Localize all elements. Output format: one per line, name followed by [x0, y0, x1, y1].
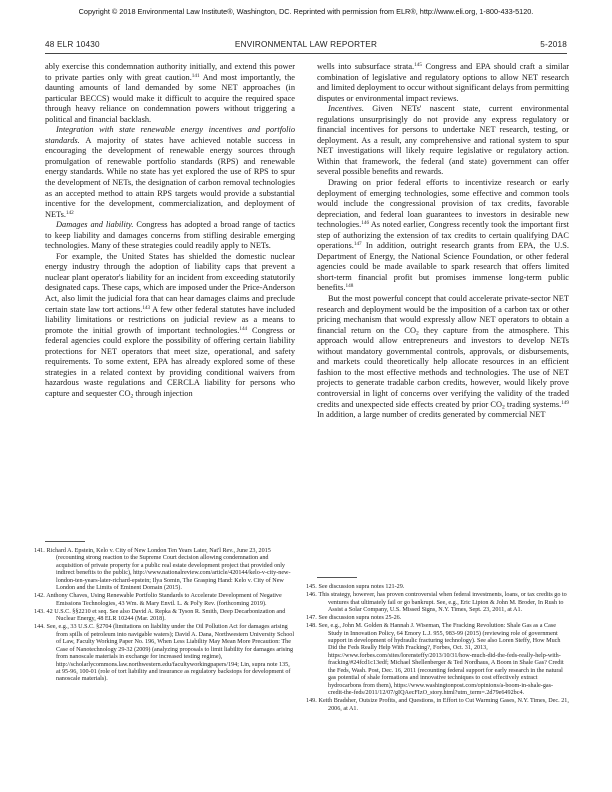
footnote: 143. 42 U.S.C. §§2210 et seq. See also David A. Repka & Tyson R. Smith, Deep Decarbonization and Nuclear Energy, 48 ELR 10244 (Mar. 2018). [34, 608, 286, 623]
right-text-column [317, 62, 569, 421]
footnote: 142. Anthony Chaves, Using Renewable Portfolio Standards to Accelerate Development of Negative Emissions Technologies, 43 Wm. & Mary Envtl. L. & Pol'y Rev. (forthcoming 2019). [34, 593, 282, 607]
footnote: 149. Keith Bradsher, Outsize Profits, and Questions, in Effort to Cut Warming Gases, N.Y. Times, Dec. 21, 2006, at A1. [306, 698, 569, 712]
footnote: 145. See discussion supra notes 121-29. [306, 584, 405, 590]
section-lead-in: Damages and liability. [56, 220, 134, 230]
footnotes-left [34, 548, 295, 685]
left-text-column [45, 62, 295, 400]
footnote: 144. See, e.g., 33 U.S.C. §2704 (limitations on liability under the Oil Pollution Act for damages arising from spills of petroleum into navigable waters); David A. Dana, Northwestern University School of Law, Faculty Working Paper No. 196, When Less Liability May Mean More Precaution: The Case of Nanotechnology 29-32 (2009) (analyzing proposals to limit liability for damages arising from nanoscale materials in exchange for increased testing regime), http://scholarlycommons.law.northwestern.edu/facultyworkingpapers/194; Lin, supra note 135, at 95-96, 100-01 (role of tort liability and insurance as regulatory backstops for development of nanoscale materials). [34, 624, 295, 683]
section-lead-in: Incentives. [328, 104, 364, 114]
header-issue-date: 5-2018 [540, 40, 567, 49]
paragraph: Integration with state renewable energy incentives and portfolio standards. A majority of states have achieved notable success in encouraging the development of renewable energy sources through promulgation of renewable portfolio standards (RPS) and renewable energy standards. While no state has yet explored the use of RPS to spur the development of NETs, the designation of carbon removal technologies as an accepted method to attain RPS targets would provide a substantial incentive for the development, commercialization, and deployment of NETs.$^{142}$ [45, 125, 295, 219]
footnote-rule-right [317, 577, 357, 578]
footnote: 146. This strategy, however, has proven controversial when federal investments, loans, or tax credits go to ventures that ultimately fail or go bankrupt. See, e.g., Eric Lipton & John M. Broder, In Rush to Assist a Solar Company, U.S. Missed Signs, N.Y. Times, Sept. 23, 2011, at A1. [306, 592, 567, 613]
footnote: 147. See discussion supra notes 25-26. [306, 615, 402, 621]
paragraph: Incentives. Given NETs' nascent state, current environmental regulations unsurprisingly do not provide any express regulatory or financial incentives for persons to undertake NET research, testing, or deployment. As a result, any comprehensive and rational system to spur NET investigations will likely require legislative or regulatory action. Within that framework, the federal (and state) government can offer several possible benefits and rewards. [317, 104, 569, 177]
paragraph: Drawing on prior federal efforts to incentivize research or early deployment of emerging technologies, some effective and common tools would include the congressional provision of tax credits, favorable depreciation, and federal loan guarantees to investors in desirable new technologies.$^{146}$ As noted earlier, Congress recently took the important first step of authorizing the extension of tax credits to certain qualifying DAC operations.$^{147}$ In addition, outright research grants from EPA, the U.S. Department of Energy, the National Science Foundation, or other federal agencies could be made available to spark research that offers limited short-term financial profit but promises immense long-term public benefits.$^{148}$ [317, 178, 569, 293]
running-header [45, 40, 567, 52]
paragraph: For example, the United States has shielded the domestic nuclear energy industry through the adoption of liability caps that prevent a nuclear plant operator's liability for an incident from exceeding statutorily designated caps. These caps, which are imposed under the Price-Anderson Act, also limit the judicial fora that can hear damages claims and preclude certain state law tort actions.$^{143}$ A few other federal statutes have included liability limitations or restrictions on judicial review as a means to promote the initial growth of important technologies.$^{144}$ Congress or federal agencies could explore the possibility of offering certain liability protections for NET operators that meet size, operational, and safety requirements. To some extent, EPA has already explored some of these strategies in a related context by providing conditional waivers from hazardous waste regulations and CERCLA liability for persons who capture and sequester $CO_2$ through injection [45, 251, 295, 400]
paragraph: But the most powerful concept that could accelerate private-sector NET research and deployment would be the imposition of a carbon tax or other pricing mechanism that would expressly allow NET operators to obtain a financial return on the $CO_2$ they capture from the atmosphere. This approach would allow entrepreneurs and investors to develop NETs without mandatory governmental controls, approvals, or disbursements, and markets could theoretically help allocate resources in an efficient fashion to the most effective methods and technologies. The use of NET projects to generate tradable carbon credits, however, would likely prove controversial in light of concerns over verifying the validity of the traded credits and unexpected side effects created by prior $CO_2$ trading systems.$^{149}$ In addition, a large number of credits generated by commercial NET [317, 294, 569, 420]
paragraph: ably exercise this condemnation authority initially, and extend this power to private parties only with great caution.$^{141}$ And most importantly, the daunting amounts of land demanded by some NET approaches (in particular BECCS) would make it difficult to acquire the required space through heavy reliance on condemnation powers without triggering a political and financial backlash. [45, 62, 295, 124]
paragraph: wells into subsurface strata.$^{145}$ Congress and EPA should craft a similar combination of legislative and regulatory options to allow NET research and limited deployment to occur without significant delays from permitting disputes or environmental impact reviews. [317, 62, 570, 103]
copyright-notice: Copyright © 2018 Environmental Law Institute®, Washington, DC. Reprinted with permission from ELR®, http://www.eli.org, 1-800-433-5120. [78, 7, 534, 16]
header-journal-title: ENVIRONMENTAL LAW REPORTER [234, 40, 378, 49]
footnote-rule-left [45, 541, 85, 542]
footnote: 141. Richard A. Epstein, Kelo v. City of New London Ten Years Later, Nat'l Rev., June 23, 2015 (recounting strong reaction to the Supreme Court decision allowing condemnation and acquisition of private property for a public real estate development project that provided only indirect benefits to the public), http://www.nationalreview.com/article/420144/kelo-v-city-new-london-ten-years-later-richard-epstein; Ilya Somin, The Grasping Hand: Kelo v. City of New London and the Limits of Eminent Domain (2015). [34, 548, 291, 592]
footnote: 148. See, e.g., John M. Golden & Hannah J. Wiseman, The Fracking Revolution: Shale Gas as a Case Study in Innovation Policy, 64 Emory L.J. 955, 983-99 (2015) (reviewing role of government support in development of hydraulic fracturing technology). See also Loren Steffy, How Much Did the Feds Really Help With Fracking?, Forbes, Oct. 31, 2013, https://www.forbes.com/sites/lorensteffy/2013/10/31/how-much-did-the-feds-really-help-with-fracking/#24fcd1c13edf; Michael Shellenberger & Ted Nordhaus, A Boom in Shale Gas? Credit the Feds, Wash. Post, Dec. 16, 2011 (recounting federal support for early research in the natural gas potential of shale formations and innovative techniques to cost effectively extract hydrocarbons from them), https://www.washingtonpost.com/opinions/a-boom-in-shale-gas-credit-the-feds/2011/12/07/gIQAecFIzO_story.html?utm_term=.2d79e6492bc4. [306, 623, 564, 697]
paragraph: Damages and liability. Congress has adopted a broad range of tactics to keep liability and damages concerns from stifling desirable emerging technologies. Many of these strategies could readily apply to NETs. [45, 220, 295, 251]
header-citation: 48 ELR 10430 [45, 40, 100, 49]
header-rule [45, 53, 567, 54]
section-lead-in: Integration with state renewable energy incentives and portfolio standards. [45, 125, 295, 145]
footnotes-right [306, 584, 569, 714]
